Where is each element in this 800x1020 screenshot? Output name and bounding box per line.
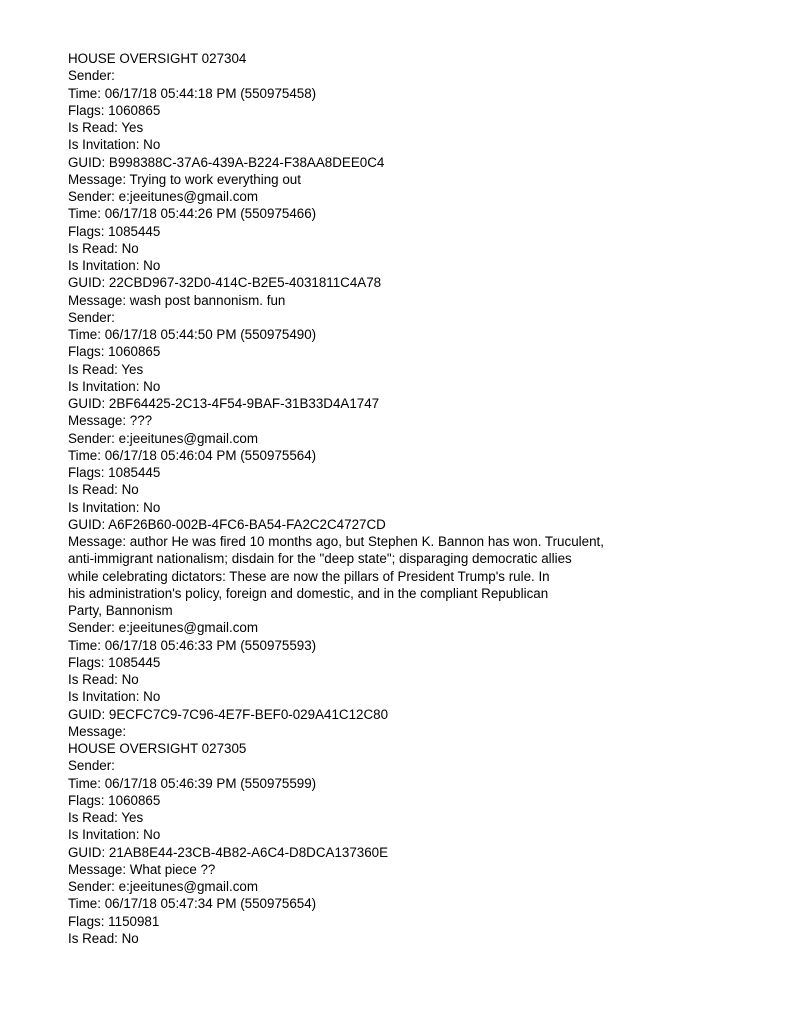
doc-line-message: Message: Trying to work everything out [68, 171, 301, 187]
doc-line-time: Time: 06/17/18 05:46:33 PM (550975593) [68, 637, 317, 653]
doc-line-flags: Flags: 1085445 [68, 465, 161, 480]
doc-line-flags: Flags: 1060865 [68, 792, 161, 808]
doc-line-time: Time: 06/17/18 05:47:34 PM (550975654) [68, 896, 317, 912]
doc-line-bates-number: HOUSE OVERSIGHT 027305 [68, 741, 247, 756]
doc-line-is-read: Is Read: Yes [68, 810, 144, 825]
doc-line-message: Message: author He was fired 10 months ago, but Stephen K. Bannon has won. Truculent, [68, 534, 604, 549]
doc-line-flags: Flags: 1060865 [68, 344, 161, 360]
doc-line-is-invitation: Is Invitation: No [68, 378, 161, 394]
doc-line-time: Time: 06/17/18 05:44:50 PM (550975490) [68, 327, 317, 342]
doc-line-guid: GUID: 9ECFC7C9-7C96-4E7F-BEF0-029A41C12C80 [68, 706, 389, 722]
doc-line-sender: Sender: e:jeeitunes@gmail.com [68, 620, 258, 636]
doc-line-is-invitation: Is Invitation: No [68, 827, 161, 843]
doc-line-guid: GUID: 22CBD967-32D0-414C-B2E5-4031811C4A78 [68, 275, 382, 291]
doc-line-is-read: Is Read: No [68, 240, 139, 256]
doc-line-flags: Flags: 1085445 [68, 223, 161, 239]
doc-line-sender: Sender: [68, 68, 115, 84]
doc-line-time: Time: 06/17/18 05:46:39 PM (550975599) [68, 775, 317, 791]
doc-line-is-read: Is Read: Yes [68, 361, 144, 377]
doc-line-bates-number: HOUSE OVERSIGHT 027304 [68, 51, 247, 66]
doc-line-message: Message: wash post bannonism. fun [68, 292, 286, 308]
doc-line-sender: Sender: e:jeeitunes@gmail.com [68, 430, 258, 446]
doc-line-is-read: Is Read: No [68, 482, 139, 498]
doc-line-sender: Sender: e:jeeitunes@gmail.com [68, 879, 258, 894]
doc-line-guid: GUID: 2BF64425-2C13-4F54-9BAF-31B33D4A1747 [68, 396, 380, 411]
doc-line-sender: Sender: [68, 758, 115, 774]
doc-line-is-invitation: Is Invitation: No [68, 689, 161, 705]
doc-line-message: Message: [68, 723, 127, 739]
doc-line-message-cont: Party, Bannonism [68, 603, 173, 618]
doc-line-message-cont: while celebrating dictators: These are now the pillars of President Trump's rule. In [68, 568, 550, 584]
doc-line-message: Message: ??? [68, 413, 153, 429]
doc-line-message-cont: his administration's policy, foreign and domestic, and in the compliant Republican [68, 585, 549, 601]
doc-line-is-read: Is Read: No [68, 672, 139, 687]
document-text-block [68, 50, 770, 947]
doc-line-time: Time: 06/17/18 05:46:04 PM (550975564) [68, 447, 317, 463]
doc-line-time: Time: 06/17/18 05:44:26 PM (550975466) [68, 206, 317, 222]
doc-line-is-invitation: Is Invitation: No [68, 258, 161, 273]
doc-line-time: Time: 06/17/18 05:44:18 PM (550975458) [68, 85, 317, 101]
doc-line-flags: Flags: 1150981 [68, 913, 160, 929]
doc-line-sender: Sender: [68, 309, 115, 325]
doc-line-is-invitation: Is Invitation: No [68, 499, 161, 515]
doc-line-is-read: Is Read: Yes [68, 120, 144, 135]
doc-line-message: Message: What piece ?? [68, 861, 216, 877]
doc-line-flags: Flags: 1060865 [68, 102, 161, 118]
doc-line-guid: GUID: B998388C-37A6-439A-B224-F38AA8DEE0C4 [68, 154, 385, 170]
doc-line-guid: GUID: 21AB8E44-23CB-4B82-A6C4-D8DCA137360E [68, 844, 389, 860]
doc-line-sender: Sender: e:jeeitunes@gmail.com [68, 189, 258, 204]
doc-line-message-cont: anti-immigrant nationalism; disdain for the "deep state"; disparaging democratic allies [68, 551, 572, 567]
doc-line-is-invitation: Is Invitation: No [68, 137, 161, 153]
doc-line-flags: Flags: 1085445 [68, 654, 161, 670]
doc-line-is-read: Is Read: No [68, 930, 139, 946]
doc-line-guid: GUID: A6F26B60-002B-4FC6-BA54-FA2C2C4727CD [68, 516, 386, 532]
